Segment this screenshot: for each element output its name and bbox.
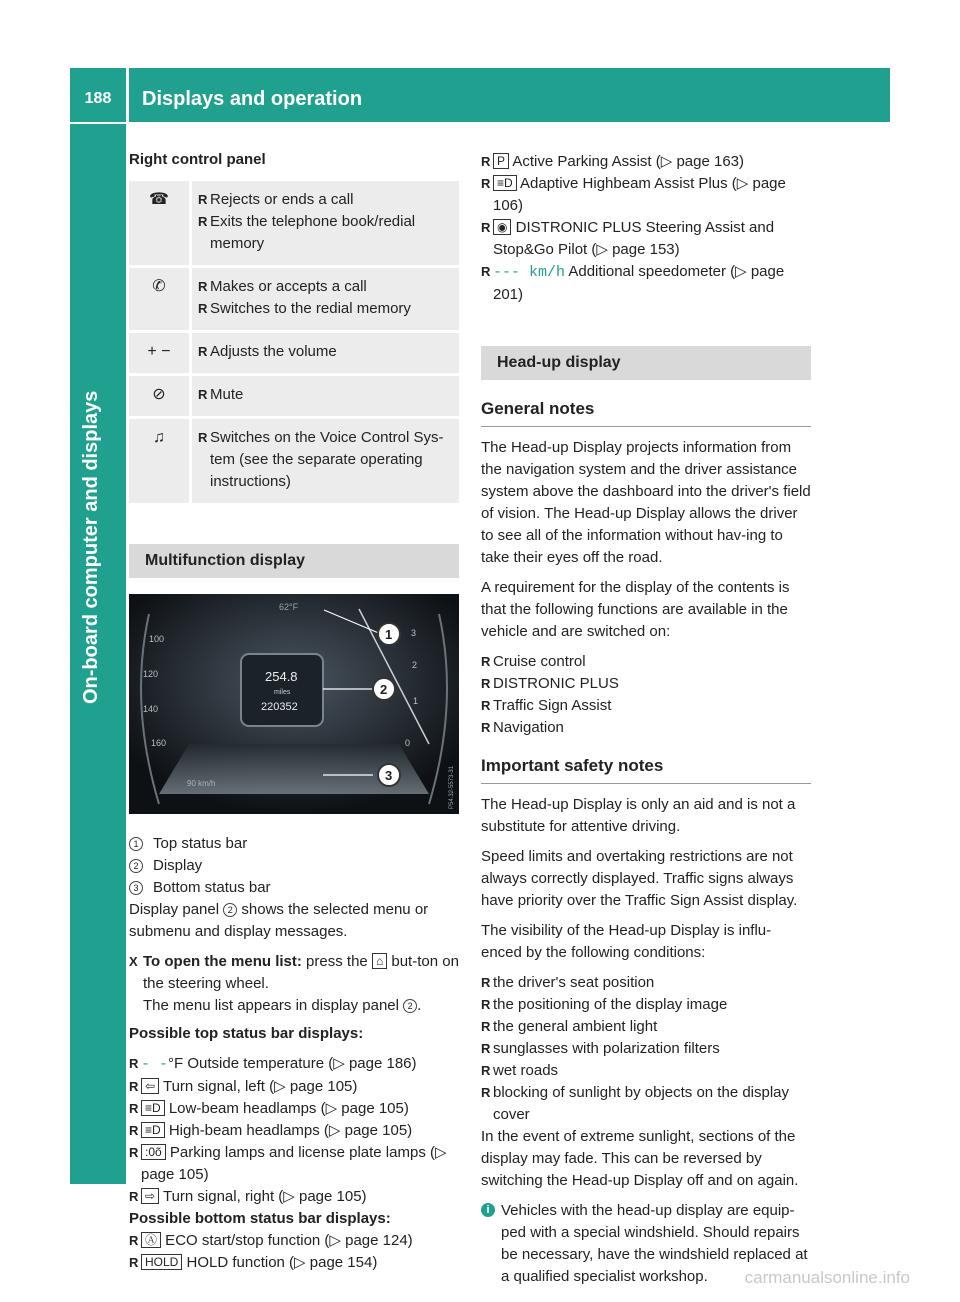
status-text: Low-beam headlamps (▷ page 105) (164, 1100, 409, 1117)
safety-list (481, 972, 811, 1126)
list-item: R Traffic Sign Assist (481, 695, 811, 717)
ref-number: 2 (223, 903, 237, 917)
status-symbol-icon: ⇨ (141, 1188, 159, 1204)
page-header (70, 68, 890, 122)
list-item: R blocking of sunlight by objects on the display cover (481, 1082, 811, 1126)
image-side-code: P54.32-5573-31 (449, 765, 455, 809)
list-item: R Adjusts the volume (198, 341, 453, 363)
status-text: High-beam headlamps (▷ page 105) (164, 1122, 413, 1139)
right-column (481, 145, 811, 1288)
control-description (191, 332, 460, 375)
status-symbol-icon: :0õ (141, 1144, 166, 1160)
watermark: carmanualsonline.info (744, 1268, 910, 1287)
image-tick-3: 160 (151, 738, 167, 748)
status-symbol-icon: ◉ (493, 219, 511, 235)
legend-number: 1 (129, 837, 143, 851)
list-item: R wet roads (481, 1060, 811, 1082)
list-item: R Makes or accepts a call (198, 276, 453, 298)
chapter-label: On-board computer and displays (80, 390, 102, 704)
list-item (481, 173, 811, 217)
mute-icon: ⊘ (129, 375, 191, 418)
status-symbol-icon: --- km/h (493, 264, 566, 281)
image-rtick-3: 0 (405, 738, 411, 748)
multifunction-display-heading: Multifunction display (129, 544, 459, 578)
list-item: R Switches on the Voice Control Sys-tem (see the separate operating instructions) (198, 427, 453, 493)
control-row (129, 418, 459, 505)
control-row (129, 181, 459, 267)
hud-heading: Head-up display (481, 346, 811, 380)
image-tick-1: 120 (143, 669, 159, 679)
status-text: Additional speedometer (▷ page 201) (493, 263, 785, 303)
safety-notes-heading: Important safety notes (481, 751, 811, 784)
status-text: Turn signal, right (▷ page 105) (159, 1188, 367, 1205)
legend-item (129, 855, 459, 877)
left-column (129, 145, 459, 1274)
list-item: R the general ambient light (481, 1016, 811, 1038)
status-text: Turn signal, left (▷ page 105) (159, 1078, 358, 1095)
list-item (129, 1076, 459, 1098)
volume-icon: + − (129, 332, 191, 375)
info-note: i Vehicles with the head-up display are equip-ped with a special windshield. Should repairs be necessary, have the windshield replaced at a qualified specialist workshop. (481, 1200, 811, 1288)
image-odo-unit: miles (274, 689, 291, 696)
phone-accept-icon: ✆ (129, 267, 191, 332)
display-panel-paragraph: Display panel 2 shows the selected menu or submenu and display messages. (129, 901, 429, 940)
status-symbol-icon: Ⓐ (141, 1232, 161, 1248)
open-menu-step: X To open the menu list: press the ⌂ but-ton on the steering wheel. The menu list appears in display panel 2 . (129, 951, 459, 1017)
legend-item (129, 877, 459, 899)
image-speed: 90 km/h (187, 779, 216, 788)
chapter-sidebar (70, 124, 126, 1184)
status-symbol-icon: ≡D (493, 175, 517, 191)
list-item: R sunglasses with polarization filters (481, 1038, 811, 1060)
callout-3: 3 (385, 768, 393, 783)
instrument-cluster-image (129, 594, 459, 814)
status-text: °F Outside temperature (▷ page 186) (168, 1055, 417, 1072)
status-symbol-icon: ⇦ (141, 1078, 159, 1094)
legend-item (129, 833, 459, 855)
right-control-panel-title: Right control panel (129, 151, 266, 168)
status-text: Parking lamps and license plate lamps (▷ page 105) (141, 1144, 447, 1183)
list-item (481, 217, 811, 261)
phone-hangup-icon: ☎︎ (129, 181, 191, 267)
image-tick-0: 100 (149, 634, 165, 644)
image-temp-label: 62°F (279, 602, 299, 612)
safety-p2: Speed limits and overtaking restrictions are not always correctly displayed. Traffic signs always have priority over the Traffic Sign Assist display. (481, 848, 798, 909)
info-icon: i (481, 1203, 495, 1217)
safety-p1: The Head-up Display is only an aid and is not a substitute for attentive driving. (481, 796, 796, 835)
legend-list (129, 833, 459, 899)
general-notes-p2: A requirement for the display of the contents is that the following functions are available in the vehicle and are switched on: (481, 579, 790, 640)
image-rtick-0: 3 (411, 628, 417, 638)
top-status-list (129, 1053, 459, 1208)
list-item (129, 1053, 459, 1076)
list-item: R Rejects or ends a call (198, 189, 453, 211)
list-item (481, 151, 811, 173)
list-item (129, 1230, 459, 1252)
top-status-title: Possible top status bar displays: (129, 1025, 364, 1042)
general-notes-p1: The Head-up Display projects information from the navigation system and the driver assistance system above the dashboard into the driver's field of vision. The Head-up Display allows the driver to see all of the information without hav-ing to take their eyes off the road. (481, 439, 811, 566)
list-item: R the driver's seat position (481, 972, 811, 994)
voice-control-icon: ♫ (129, 418, 191, 505)
status-symbol-icon: HOLD (141, 1254, 182, 1270)
status-symbol-icon: ≡D (141, 1100, 165, 1116)
list-item: R Mute (198, 384, 453, 406)
list-item (129, 1186, 459, 1208)
legend-text: Top status bar (153, 835, 248, 852)
status-text: HOLD function (▷ page 154) (182, 1254, 378, 1271)
legend-text: Bottom status bar (153, 879, 271, 896)
list-item: R Switches to the redial memory (198, 298, 453, 320)
list-item: R Navigation (481, 717, 811, 739)
image-rtick-1: 2 (412, 660, 418, 670)
list-item (129, 1120, 459, 1142)
control-description (191, 267, 460, 332)
legend-text: Display (153, 857, 203, 874)
ref-number: 2 (403, 999, 417, 1013)
header-divider (126, 68, 129, 122)
image-rtick-2: 1 (413, 696, 419, 706)
callout-1: 1 (385, 627, 393, 642)
general-notes-list (481, 651, 811, 739)
status-text: Adaptive Highbeam Assist Plus (▷ page 106) (493, 175, 786, 214)
list-item (129, 1252, 459, 1274)
legend-number: 3 (129, 881, 143, 895)
list-item (129, 1142, 459, 1186)
callout-2: 2 (380, 682, 388, 697)
bottom-status-title: Possible bottom status bar displays: (129, 1210, 391, 1227)
right-top-list (481, 151, 811, 306)
bottom-status-list (129, 1230, 459, 1274)
control-description (191, 375, 460, 418)
status-symbol-icon: - - (141, 1056, 169, 1073)
image-odo2: 220352 (261, 701, 298, 713)
page-number: 188 (84, 90, 112, 107)
image-odo1: 254.8 (265, 669, 298, 684)
control-description (191, 418, 460, 505)
list-item (129, 1098, 459, 1120)
general-notes-heading: General notes (481, 394, 811, 427)
list-item: R Exits the telephone book/redial memory (198, 211, 453, 255)
control-table (129, 181, 459, 506)
status-text: Active Parking Assist (▷ page 163) (509, 153, 744, 170)
control-row (129, 332, 459, 375)
status-symbol-icon: ≡D (141, 1122, 165, 1138)
page-title: Displays and operation (142, 88, 363, 110)
list-item: R Cruise control (481, 651, 811, 673)
status-text: DISTRONIC PLUS Steering Assist and Stop&Go Pilot (▷ page 153) (493, 219, 775, 258)
list-item: R DISTRONIC PLUS (481, 673, 811, 695)
legend-number: 2 (129, 859, 143, 873)
list-item (481, 261, 811, 306)
control-row (129, 267, 459, 332)
list-item: R the positioning of the display image (481, 994, 811, 1016)
home-key-icon: ⌂ (372, 953, 387, 969)
status-text: ECO start/stop function (▷ page 124) (161, 1232, 413, 1249)
control-description (191, 181, 460, 267)
image-tick-2: 140 (143, 704, 159, 714)
control-row (129, 375, 459, 418)
safety-p3: The visibility of the Head-up Display is influ-enced by the following conditions: (481, 922, 772, 961)
safety-p4: In the event of extreme sunlight, sections of the display may fade. This can be reversed by switching the Head-up Display off and on again. (481, 1128, 799, 1189)
status-symbol-icon: P (493, 153, 509, 169)
